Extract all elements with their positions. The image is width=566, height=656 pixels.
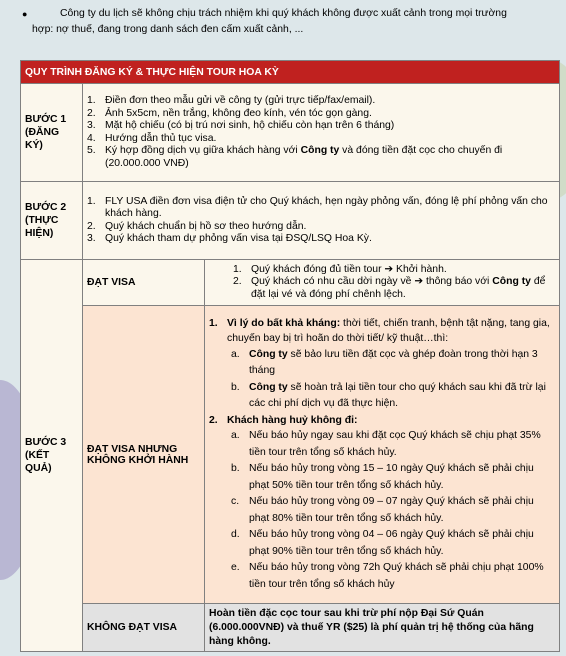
list-item: 1. FLY USA điền đơn visa điện tử cho Quý khách, hẹn ngày phỏng vấn, đóng lệ phí phỏng vấn cho khách hàng. <box>87 195 548 219</box>
list-item: 3. Mặt hộ chiếu (có bị trú nơi sinh, hộ chiếu còn hạn trên 6 tháng) <box>87 120 395 131</box>
pass-no-go-label: ĐẠT VISA NHƯNG KHÔNG KHỞI HÀNH <box>83 306 205 604</box>
table-header: QUY TRÌNH ĐĂNG KÝ & THỰC HIỆN TOUR HOA KỲ <box>21 61 560 84</box>
step1-content <box>83 84 560 182</box>
pass-label: ĐẠT VISA <box>83 260 205 306</box>
list-item: 2. Khách hàng huỷ không đi: a. Nếu báo hủy ngay sau khi đặt cọc Quý khách sẽ chịu phạt 35% tiền tour trên tổng số khách hủy. b. Nếu báo hủy trong vòng 15 – 10 ngày Quý khách sẽ phải chịu phạt 50% tiền tour trên tổng số khách hủy. c. Nếu báo hủy trong vòng 09 – 07 ngày Quý khách sẽ phải chịu phạt 80% tiền tour trên tổng số khách hủy. d. Nếu báo hủy trong vòng 04 – 06 ngày Quý khách sẽ phải chịu phạt 90% tiền tour trên tổng số khách hủy. e. Nếu báo hủy trong vòng 72h Quý khách sẽ phải chịu phạt 100% tiền tour trên tổng số khách hủy <box>209 413 555 594</box>
tour-process-table <box>20 60 560 652</box>
list-item: b. Công ty sẽ hoàn trả lại tiền tour cho quý khách sau khi đã trừ lại các chi phí dịch vụ đã thực hiện. <box>231 381 546 410</box>
step3-label: BƯỚC 3 (KẾT QUẢ) <box>21 260 83 652</box>
disclaimer-note <box>22 6 560 38</box>
fail-label: KHÔNG ĐẠT VISA <box>83 604 205 652</box>
list-item: b. Nếu báo hủy trong vòng 15 – 10 ngày Quý khách sẽ phải chịu phạt 50% tiền tour trên tổng số khách hủy. <box>231 463 534 491</box>
list-item: 3. Quý khách tham dự phỏng vấn visa tại ĐSQ/LSQ Hoa Kỳ. <box>87 233 372 244</box>
list-item: 1. Điền đơn theo mẫu gửi về công ty (gửi trực tiếp/fax/email). <box>87 95 376 106</box>
note-line: hợp: nợ thuế, đang trong danh sách đen cấm xuất cảnh, ... <box>32 24 304 35</box>
list-item: a. Công ty sẽ bảo lưu tiền đặt cọc và ghép đoàn trong thời hạn 3 tháng <box>231 348 538 377</box>
list-item: 1. Vì lý do bất khả kháng: thời tiết, chiến tranh, bệnh tật nặng, tang gia, chuyến bay bị trì hoãn do thời tiết/ kỹ thuật…thì: a. Công ty sẽ bảo lưu tiền đặt cọc và ghép đoàn trong thời hạn 3 tháng b. Công ty sẽ hoàn trả lại tiền tour cho quý khách sau khi đã trừ lại các chi phí dịch vụ đã thực hiện. <box>209 316 555 413</box>
pass-no-go-content <box>205 306 560 604</box>
bullet-icon: ● <box>22 9 28 19</box>
step2-label: BƯỚC 2 (THỰC HIỆN) <box>21 182 83 260</box>
fail-content: Hoàn tiền đặc cọc tour sau khi trừ phí nộp Đại Sứ Quán (6.000.000VNĐ) và thuế YR ($25) là phí quản trị hệ thống của hãng hàng không. <box>205 604 560 652</box>
list-item: 2. Quý khách có nhu cầu dời ngày về ➔ thông báo với Công ty để đặt lại vé và đóng phí chênh lệch. <box>233 276 546 300</box>
list-item: d. Nếu báo hủy trong vòng 04 – 06 ngày Quý khách sẽ phải chịu phạt 90% tiền tour trên tổng số khách hủy. <box>231 529 534 557</box>
list-item: 5. Ký hợp đồng dịch vụ giữa khách hàng với Công ty và đóng tiền đặt cọc cho chuyến đi (20.000.000 VNĐ) <box>87 145 503 169</box>
list-item: e. Nếu báo hủy trong vòng 72h Quý khách sẽ phải chịu phạt 100% tiền tour trên tổng số khách hủy <box>231 562 544 590</box>
list-item: 2. Quý khách chuẩn bị hồ sơ theo hướng dẫn. <box>87 220 307 232</box>
list-item: 1. Quý khách đóng đủ tiền tour ➔ Khởi hành. <box>233 263 447 275</box>
list-item: 2. Ảnh 5x5cm, nền trắng, không đeo kính, vén tóc gọn gàng. <box>87 107 372 119</box>
list-item: a. Nếu báo hủy ngay sau khi đặt cọc Quý khách sẽ chịu phạt 35% tiền tour trên tổng số khách hủy. <box>231 430 541 458</box>
list-item: 4. Hướng dẫn thủ tục visa. <box>87 132 217 144</box>
step1-label: BƯỚC 1 (ĐĂNG KÝ) <box>21 84 83 182</box>
note-line: Công ty du lịch sẽ không chịu trách nhiệm khi quý khách không được xuất cảnh trong mọi trường <box>60 8 507 19</box>
list-item: c. Nếu báo hủy trong vòng 09 – 07 ngày Quý khách sẽ phải chịu phạt 80% tiền tour trên tổng số khách hủy. <box>231 496 534 524</box>
step2-content <box>83 182 560 260</box>
pass-content <box>205 260 560 306</box>
